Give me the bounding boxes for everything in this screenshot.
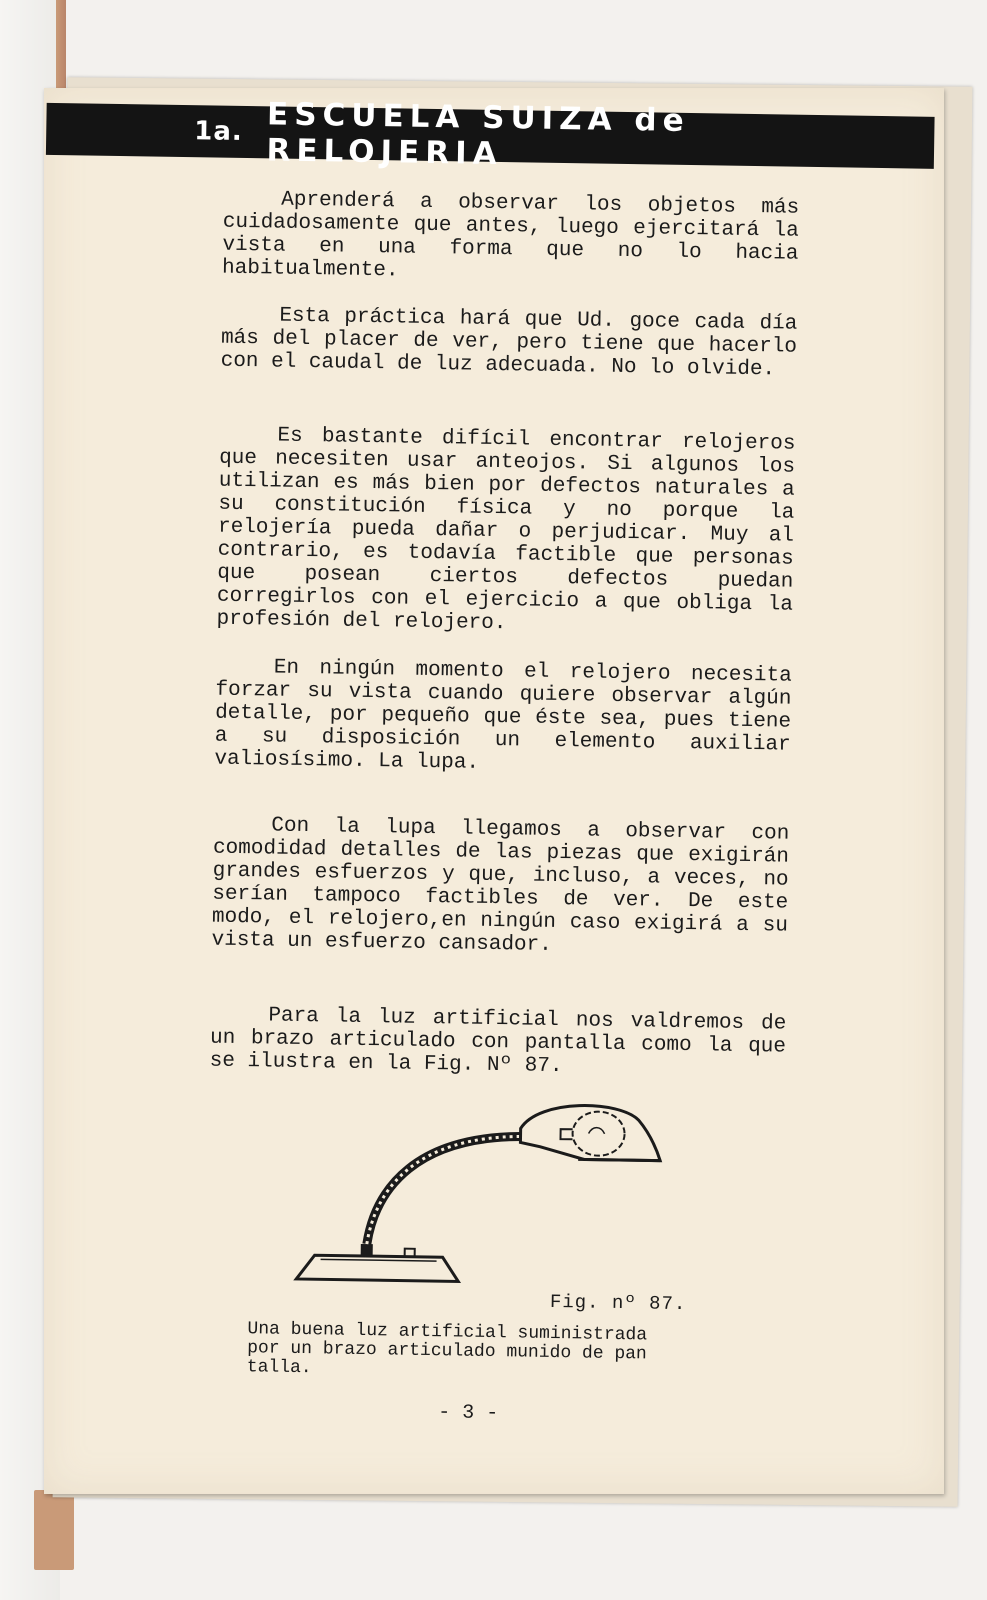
- page-header: [46, 96, 935, 173]
- paragraph-2: [220, 304, 797, 382]
- paragraph-text: En ningún momento el relojero necesita forzar su vista cuando quiere observar algún detalle, por pequeño que éste sea, pues tiene a su disposición un elemento auxiliar valiosísimo. La lupa.: [214, 656, 792, 775]
- page-number: - 3 -: [438, 1401, 499, 1426]
- paragraph-6: [209, 1004, 786, 1082]
- paragraph-4: [214, 656, 792, 780]
- paragraph-text: Con la lupa llegamos a observar con comodidad detalles de las piezas que exigirán grandes esfuerzos y que, incluso, a veces, no serían tampoco factibles de ver. De este modo, el relojero,en ningún caso exigirá a su vista un esfuerzo cansador.: [211, 814, 790, 957]
- binding-strip-top: [56, 0, 66, 90]
- binding-strip-bottom: [34, 1490, 74, 1570]
- paragraph-text: Esta práctica hará que Ud. goce cada día más del placer de ver, pero tiene que hacerlo con el caudal de luz adecuada. No lo olvide.: [220, 304, 798, 382]
- paragraph-5: [211, 814, 789, 961]
- header-title: ESCUELA SUIZA de RELOJERIA: [266, 96, 690, 173]
- paragraph-1: [222, 188, 799, 289]
- paragraph-text: Es bastante difícil encontrar relojeros que necesiten usar anteojos. Si algunos los utilizan es más bien por defectos naturales a su constitución física y no porque la relojería pueda dañar o perjudicar. Muy al contrario, es todavía factible que personas que posean ciertos defectos puedan corregirlos con el ejercicio a que obliga la profesión del relojero.: [216, 424, 796, 636]
- figure-label: Fig. nº 87.: [549, 1290, 687, 1316]
- page-content: [33, 81, 955, 1501]
- desk-lamp-illustration: [286, 1095, 669, 1301]
- paragraph-text: Aprenderá a observar los objetos más cuidadosamente que antes, luego ejercitará la vista en una forma que no lo hacia habitualmente.: [221, 188, 800, 283]
- paragraph-text: Para la luz artificial nos valdremos de un brazo articulado con pantalla como la que se ilustra en la Fig. Nº 87.: [209, 1004, 787, 1079]
- paragraph-3: [216, 424, 795, 640]
- booklet-page: [44, 88, 944, 1494]
- figure-caption: Una buena luz artificial suministrada por un brazo articulado munido de pan talla.: [246, 1319, 648, 1379]
- header-number: 1a.: [194, 116, 244, 147]
